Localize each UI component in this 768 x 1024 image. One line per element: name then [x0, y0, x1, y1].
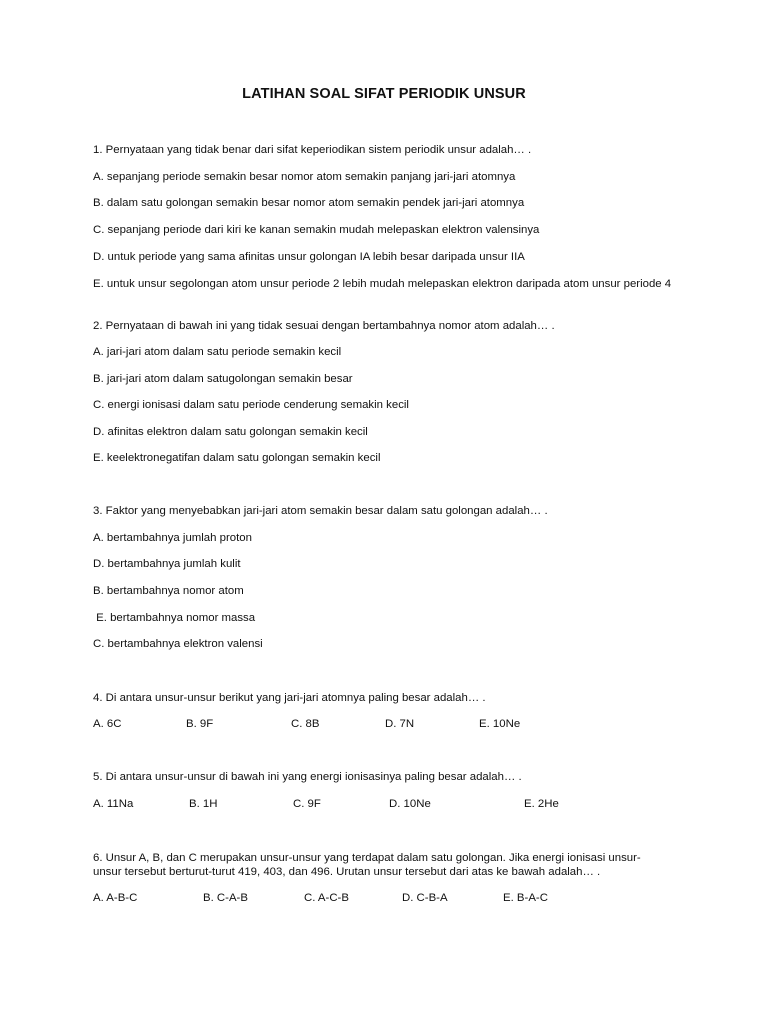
question-3-option-c: C. bertambahnya elektron valensi — [93, 638, 263, 650]
question-3-option-b: B. bertambahnya nomor atom — [93, 585, 244, 597]
question-2-stem: 2. Pernyataan di bawah ini yang tidak sesuai dengan bertambahnya nomor atom adalah… . — [93, 320, 555, 332]
question-3-option-e: E. bertambahnya nomor massa — [93, 612, 256, 624]
question-1-stem: 1. Pernyataan yang tidak benar dari sifat keperiodikan sistem periodik unsur adalah… . — [93, 144, 532, 156]
question-4-option-b: B. 9F — [186, 718, 214, 730]
question-3-option-d: D. bertambahnya jumlah kulit — [93, 558, 241, 570]
question-6-option-b: B. C-A-B — [203, 892, 248, 904]
question-1-option-a: A. sepanjang periode semakin besar nomor atom semakin panjang jari-jari atomnya — [93, 171, 516, 183]
question-2-option-d: D. afinitas elektron dalam satu golongan semakin kecil — [93, 426, 368, 438]
question-2-option-c: C. energi ionisasi dalam satu periode cenderung semakin kecil — [93, 399, 409, 411]
question-4-stem: 4. Di antara unsur-unsur berikut yang jari-jari atomnya paling besar adalah… . — [93, 692, 486, 704]
question-2-option-b: B. jari-jari atom dalam satugolongan semakin besar — [93, 373, 353, 385]
question-1-option-d: D. untuk periode yang sama afinitas unsur golongan IA lebih besar daripada unsur IIA — [93, 251, 525, 263]
question-3-stem: 3. Faktor yang menyebabkan jari-jari atom semakin besar dalam satu golongan adalah… . — [93, 505, 548, 517]
question-5-option-a: A. 11Na — [93, 798, 134, 810]
question-4-option-a: A. 6C — [93, 718, 122, 730]
question-2-option-a: A. jari-jari atom dalam satu periode semakin kecil — [93, 346, 342, 358]
question-4-option-e: E. 10Ne — [479, 718, 521, 730]
question-5-option-b: B. 1H — [189, 798, 218, 810]
question-5-option-d: D. 10Ne — [389, 798, 431, 810]
question-6-stem: 6. Unsur A, B, dan C merupakan unsur-unsur yang terdapat dalam satu golongan. Jika energi ionisasi unsur-unsur tersebut berturut-turut 419, 403, dan 496. Urutan unsur tersebut dari atas ke bawah adalah… . — [93, 852, 641, 879]
question-6-option-c: C. A-C-B — [304, 892, 349, 904]
question-5-option-c: C. 9F — [293, 798, 321, 810]
question-1-option-c: C. sepanjang periode dari kiri ke kanan semakin mudah melepaskan elektron valensinya — [93, 224, 540, 236]
question-1-option-b: B. dalam satu golongan semakin besar nomor atom semakin pendek jari-jari atomnya — [93, 197, 525, 209]
question-4-option-d: D. 7N — [385, 718, 415, 730]
question-2-option-e: E. keelektronegatifan dalam satu golongan semakin kecil — [93, 452, 381, 464]
question-5-stem: 5. Di antara unsur-unsur di bawah ini yang energi ionisasinya paling besar adalah… . — [93, 771, 522, 783]
question-3-option-a: A. bertambahnya jumlah proton — [93, 532, 252, 544]
question-6-option-a: A. A-B-C — [93, 892, 138, 904]
question-4-option-c: C. 8B — [291, 718, 320, 730]
question-6-option-d: D. C-B-A — [402, 892, 448, 904]
question-6-option-e: E. B-A-C — [503, 892, 548, 904]
document-title: LATIHAN SOAL SIFAT PERIODIK UNSUR — [242, 86, 526, 102]
question-5-option-e: E. 2He — [524, 798, 559, 810]
question-1-option-e: E. untuk unsur segolongan atom unsur periode 2 lebih mudah melepaskan elektron daripada atom unsur periode 4 — [93, 278, 672, 290]
